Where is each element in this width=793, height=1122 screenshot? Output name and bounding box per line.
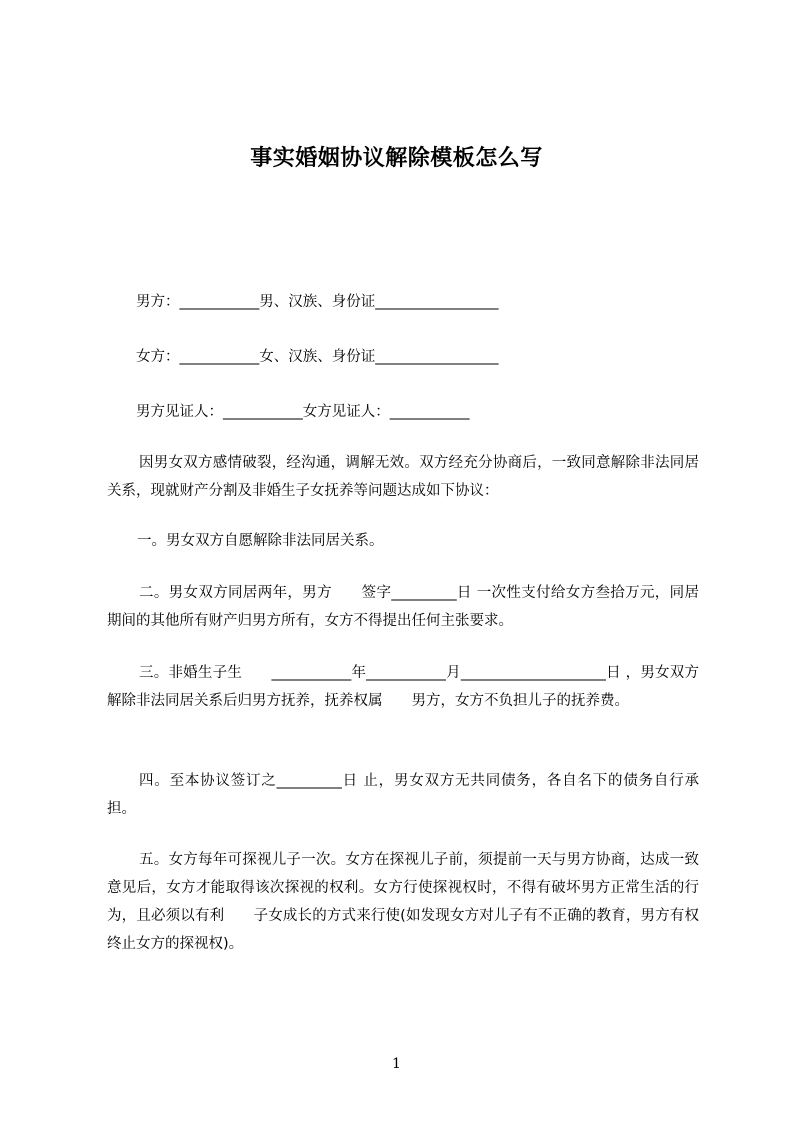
clause-2-text: 二。男女双方同居两年，男方 签字_________日 一次性支付给女方叁拾万元，同居期间的其他所有财产归男方所有，女方不得提出任何主张要求。 — [107, 585, 699, 629]
clause-1 — [107, 527, 699, 555]
clause-5-text: 五。女方每年可探视儿子一次。女方在探视儿子前，须提前一天与男方协商，达成一致意见后，女方才能取得该次探视的权利。女方行使探视权时，不得有破坏男方正常生活的行为，且必须以有利 子女成长的方式来行使(如发现女方对儿子有不正确的教育，男方有权终止女方的探视权)。 — [107, 852, 699, 952]
witnesses-line: 男方见证人：___________女方见证人：___________ — [136, 404, 470, 420]
clause-2 — [107, 579, 699, 635]
male-party-line: 男方：___________男、汉族、身份证_________________ — [136, 294, 499, 310]
clause-1-text: 一。男女双方自愿解除非法同居关系。 — [137, 533, 384, 549]
clause-4 — [107, 767, 699, 823]
clause-4-text: 四。至本协议签订之_________日 止，男女双方无共同债务，各自名下的债务自行承担。 — [107, 773, 699, 817]
document-title: 事实婚姻协议解除模板怎么写 — [250, 146, 543, 171]
clause-5 — [107, 846, 699, 958]
intro-text: 因男女双方感情破裂，经沟通，调解无效。双方经充分协商后，一致同意解除非法同居关系，现就财产分割及非婚生子女抚养等问题达成如下协议： — [107, 455, 699, 499]
clause-3-text: 三。非婚生子生 ___________年___________月____________________日 ，男女双方解除非法同居关系后归男方抚养，抚养权属 男方，女方不负担儿子的抚养费。 — [107, 665, 699, 709]
female-party-line: 女方：___________女、汉族、身份证_________________ — [136, 349, 499, 365]
page-number: 1 — [392, 1056, 401, 1072]
intro-paragraph — [107, 449, 699, 505]
clause-3 — [107, 659, 699, 715]
